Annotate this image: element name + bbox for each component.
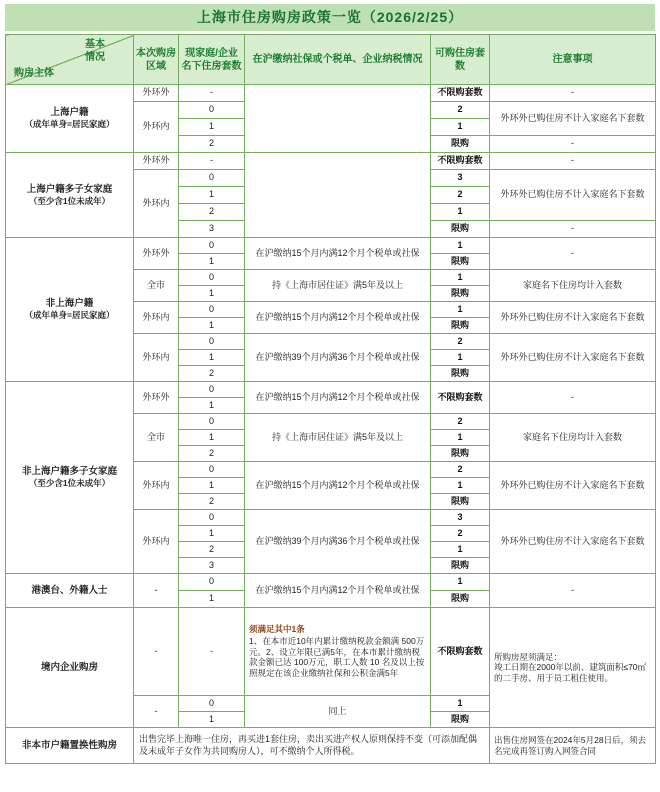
note-cell: -	[490, 153, 656, 170]
count-cell: 0	[179, 302, 245, 318]
header-notes: 注意事项	[490, 35, 656, 85]
header-quota: 可购住房套数	[431, 35, 490, 85]
header-region: 本次购房区域	[134, 35, 179, 85]
count-cell: 1	[179, 254, 245, 270]
quota-cell: 1	[431, 430, 490, 446]
subject-label: 非本市户籍置换性购房	[21, 739, 117, 751]
quota-cell: 限购	[431, 591, 490, 608]
subject-label: 境内企业购房	[40, 661, 98, 673]
subject-cell	[6, 608, 134, 728]
region-cell: 外环外	[134, 153, 179, 170]
subject-cell	[6, 382, 134, 574]
quota-cell: 1	[431, 542, 490, 558]
company-note-title: 所购房屋须满足：	[494, 651, 563, 662]
quota-cell: 1	[431, 574, 490, 591]
quota-cell: 1	[431, 238, 490, 254]
count-cell: 0	[179, 574, 245, 591]
subject-label: 非上海户籍	[45, 298, 94, 310]
quota-cell: 限购	[431, 286, 490, 302]
quota-cell: 限购	[431, 318, 490, 334]
quota-cell: 2	[431, 334, 490, 350]
count-cell: 0	[179, 414, 245, 430]
subject-sublabel: （至少含1位未成年）	[28, 195, 111, 206]
note-cell: 外环外已购住房不计入家庭名下套数	[490, 334, 656, 382]
count-cell: 2	[179, 446, 245, 462]
count-cell: 1	[179, 526, 245, 542]
social-condition-cell: 持《上海市居住证》满5年及以上	[245, 414, 431, 462]
quota-cell: 限购	[431, 254, 490, 270]
subject-label: 上海户籍多子女家庭	[26, 183, 113, 195]
quota-cell: 限购	[431, 558, 490, 574]
note-cell: 外环外已购住房不计入家庭名下套数	[490, 302, 656, 334]
subject-label: 港澳台、外籍人士	[31, 584, 108, 596]
region-cell: 外环内	[134, 302, 179, 334]
quota-cell: 1	[431, 204, 490, 221]
quota-cell: 2	[431, 102, 490, 119]
quota-cell: 2	[431, 526, 490, 542]
note-cell: 外环外已购住房不计入家庭名下套数	[490, 102, 656, 136]
region-cell: -	[134, 608, 179, 696]
social-condition-cell: 在沪缴纳15个月内满12个月个税单或社保	[245, 382, 431, 414]
count-cell: 2	[179, 542, 245, 558]
quota-cell: 限购	[431, 446, 490, 462]
note-cell: 家庭名下住房均计入套数	[490, 414, 656, 462]
count-cell: 1	[179, 712, 245, 728]
quota-cell: 限购	[431, 712, 490, 728]
count-cell: 2	[179, 366, 245, 382]
social-condition-cell: 在沪缴纳15个月内满12个月个税单或社保	[245, 238, 431, 270]
count-cell: 1	[179, 119, 245, 136]
quota-cell: 2	[431, 187, 490, 204]
subject-label: 非上海户籍多子女家庭	[21, 466, 117, 478]
page-title: 上海市住房购房政策一览（2026/2/25）	[5, 4, 655, 31]
count-cell: 1	[179, 318, 245, 334]
count-cell: 0	[179, 238, 245, 254]
quota-cell: 不限购套数	[431, 608, 490, 696]
social-condition-cell: 持《上海市居住证》满5年及以上	[245, 270, 431, 302]
subject-sublabel: （成年单身=居民家庭）	[24, 310, 115, 321]
region-cell: -	[134, 696, 179, 728]
social-condition-cell	[245, 85, 431, 153]
count-cell: 2	[179, 204, 245, 221]
note-cell: 外环外已购住房不计入家庭名下套数	[490, 462, 656, 510]
company-note-body: 竣工日期在2000年以前、建筑面积≤70㎡的二手房、用于员工租住使用。	[494, 662, 647, 683]
quota-cell: 2	[431, 462, 490, 478]
quota-cell: 1	[431, 478, 490, 494]
company-condition-title: 须满足其中1条	[249, 624, 305, 635]
region-cell: 外环内	[134, 102, 179, 153]
subject-sublabel: （至少含1位未成年）	[28, 478, 111, 489]
quota-cell: 3	[431, 510, 490, 526]
table-row	[6, 153, 656, 170]
note-cell: -	[490, 382, 656, 414]
count-cell: 0	[179, 510, 245, 526]
region-cell: -	[134, 574, 179, 608]
subject-cell	[6, 85, 134, 153]
table-row	[6, 382, 656, 398]
count-cell: -	[179, 85, 245, 102]
count-cell: 3	[179, 221, 245, 238]
note-cell: 家庭名下住房均计入套数	[490, 270, 656, 302]
region-cell: 外环外	[134, 85, 179, 102]
swap-policy-cell: 出售完毕上海唯一住房，再买进1套住房，卖出买进产权人原则保持不变（可添加配偶及未成年子女作为共同购房人），可不缴纳个人所得税。	[134, 728, 490, 764]
note-cell: 外环外已购住房不计入家庭名下套数	[490, 170, 656, 221]
count-cell: 0	[179, 334, 245, 350]
count-cell: 1	[179, 478, 245, 494]
note-cell: -	[490, 221, 656, 238]
note-cell: -	[490, 85, 656, 102]
social-condition-cell: 在沪缴纳39个月内满36个月个税单或社保	[245, 510, 431, 574]
social-condition-cell: 在沪缴纳15个月内满12个月个税单或社保	[245, 462, 431, 510]
corner-header-cell	[6, 35, 134, 85]
quota-cell: 限购	[431, 494, 490, 510]
note-cell: 外环外已购住房不计入家庭名下套数	[490, 510, 656, 574]
quota-cell: 3	[431, 170, 490, 187]
quota-cell: 不限购套数	[431, 153, 490, 170]
count-cell: 2	[179, 136, 245, 153]
social-condition-cell	[245, 608, 431, 696]
social-condition-cell	[245, 153, 431, 238]
quota-cell: 限购	[431, 136, 490, 153]
quota-cell: 限购	[431, 366, 490, 382]
subject-sublabel: （成年单身=居民家庭）	[24, 119, 115, 130]
note-cell	[490, 608, 656, 728]
count-cell: 1	[179, 286, 245, 302]
social-condition-cell: 在沪缴纳39个月内满36个月个税单或社保	[245, 334, 431, 382]
corner-bottom-label: 购房主体	[14, 68, 54, 79]
corner-top-label: 基本情况	[85, 39, 105, 63]
count-cell: 0	[179, 270, 245, 286]
quota-cell: 1	[431, 270, 490, 286]
count-cell: 0	[179, 170, 245, 187]
table-row	[6, 608, 656, 696]
table-row	[6, 238, 656, 254]
region-cell: 外环内	[134, 170, 179, 238]
region-cell: 外环内	[134, 334, 179, 382]
social-condition-cell: 在沪缴纳15个月内满12个月个税单或社保	[245, 574, 431, 608]
social-condition-cell: 同上	[245, 696, 431, 728]
company-condition-body: 1、在本市近10年内累计缴纳税款金额满 500万元。2、设立年限已满5年，在本市累计缴纳税款金额已达 100万元，职工人数 10 名及以上按照规定在该企业缴纳社保和公积金满5年	[249, 636, 425, 678]
count-cell: 2	[179, 494, 245, 510]
subject-label: 上海户籍	[50, 107, 89, 119]
count-cell: -	[179, 153, 245, 170]
subject-cell	[6, 238, 134, 382]
quota-cell: 2	[431, 414, 490, 430]
note-cell: -	[490, 574, 656, 608]
count-cell: 1	[179, 591, 245, 608]
count-cell: 1	[179, 350, 245, 366]
count-cell: 1	[179, 187, 245, 204]
region-cell: 外环内	[134, 510, 179, 574]
note-cell: -	[490, 136, 656, 153]
quota-cell: 限购	[431, 221, 490, 238]
quota-cell: 1	[431, 119, 490, 136]
count-cell: 0	[179, 696, 245, 712]
quota-cell: 不限购套数	[431, 382, 490, 414]
header-tax: 在沪缴纳社保或个税单、企业纳税情况	[245, 35, 431, 85]
count-cell: 0	[179, 102, 245, 119]
note-cell: -	[490, 238, 656, 270]
policy-table	[5, 34, 656, 764]
table-row	[6, 728, 656, 764]
count-cell: 3	[179, 558, 245, 574]
social-condition-cell: 在沪缴纳15个月内满12个月个税单或社保	[245, 302, 431, 334]
subject-cell	[6, 574, 134, 608]
count-cell: -	[179, 608, 245, 696]
count-cell: 0	[179, 462, 245, 478]
count-cell: 1	[179, 398, 245, 414]
quota-cell: 1	[431, 350, 490, 366]
table-row	[6, 85, 656, 102]
region-cell: 外环外	[134, 238, 179, 270]
region-cell: 外环外	[134, 382, 179, 414]
header-count: 现家庭/企业名下住房套数	[179, 35, 245, 85]
quota-cell: 1	[431, 302, 490, 318]
subject-cell	[6, 728, 134, 764]
region-cell: 外环内	[134, 462, 179, 510]
region-cell: 全市	[134, 270, 179, 302]
subject-cell	[6, 153, 134, 238]
count-cell: 1	[179, 430, 245, 446]
count-cell: 0	[179, 382, 245, 398]
note-cell: 出售住房网签在2024年5月28日后，须去名完成再签订购入网签合同	[490, 728, 656, 764]
header-row	[6, 35, 656, 85]
quota-cell: 1	[431, 696, 490, 712]
quota-cell: 不限购套数	[431, 85, 490, 102]
region-cell: 全市	[134, 414, 179, 462]
table-row	[6, 574, 656, 591]
